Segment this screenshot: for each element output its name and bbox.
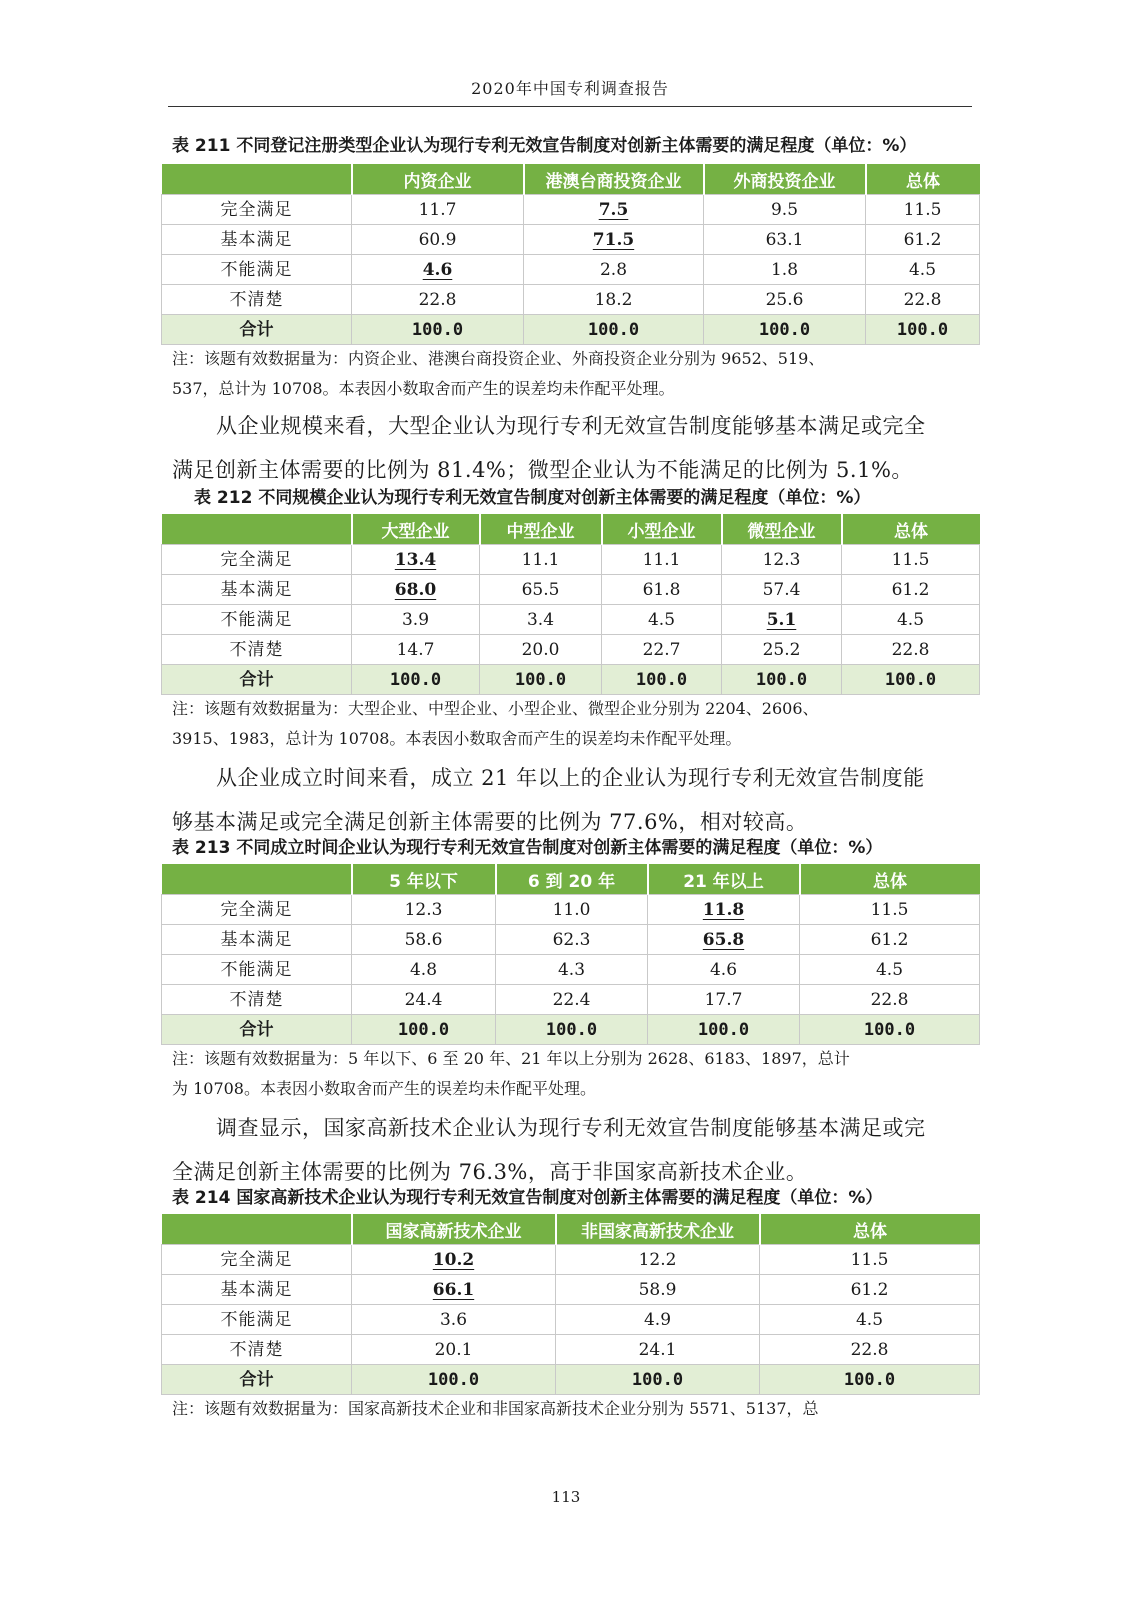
- table-row: [162, 1245, 980, 1275]
- table-cell: 61.8: [602, 575, 722, 605]
- note-line: 注：该题有效数据量为：5 年以下、6 至 20 年、21 年以上分别为 2628、6183、1897，总计: [172, 1049, 850, 1068]
- row-label: 基本满足: [162, 575, 352, 605]
- paragraph-hightech: [172, 1106, 972, 1194]
- total-label: 合计: [162, 1365, 352, 1395]
- table-row: [162, 955, 980, 985]
- paragraph-line: 够基本满足或完全满足创新主体需要的比例为 77.6%，相对较高。: [172, 810, 808, 834]
- table-cell: 100.0: [602, 665, 722, 695]
- paragraph-line: [172, 756, 972, 800]
- table-cell: 100.0: [352, 1015, 496, 1045]
- table-cell-highlight: 13.4: [352, 545, 480, 575]
- table-cell: 2.8: [524, 255, 704, 285]
- row-label: 基本满足: [162, 225, 352, 255]
- row-label: 不能满足: [162, 955, 352, 985]
- table-row: [162, 985, 980, 1015]
- row-label: 不清楚: [162, 635, 352, 665]
- table-cell-highlight: 68.0: [352, 575, 480, 605]
- table-cell: 100.0: [800, 1015, 980, 1045]
- table-row: [162, 1275, 980, 1305]
- table-cell: 4.3: [496, 955, 648, 985]
- row-label: 基本满足: [162, 1275, 352, 1305]
- table-header-row: [162, 1214, 980, 1245]
- table-row: [162, 255, 980, 285]
- table-cell: 57.4: [722, 575, 842, 605]
- table-cell: 61.2: [842, 575, 980, 605]
- table-211-note: [172, 344, 972, 404]
- total-label: 合计: [162, 315, 352, 345]
- row-label: 不能满足: [162, 255, 352, 285]
- table-cell-highlight: 7.5: [524, 195, 704, 225]
- table-cell: 12.3: [352, 895, 496, 925]
- table-cell: 14.7: [352, 635, 480, 665]
- table-cell: 11.7: [352, 195, 524, 225]
- table-cell: 20.0: [480, 635, 602, 665]
- table-cell-highlight: 5.1: [722, 605, 842, 635]
- table-cell: 100.0: [704, 315, 866, 345]
- table-cell: 3.9: [352, 605, 480, 635]
- table-cell: 61.2: [800, 925, 980, 955]
- column-header: [162, 514, 352, 545]
- table-cell: 4.5: [760, 1305, 980, 1335]
- table-cell: 100.0: [760, 1365, 980, 1395]
- table-cell: 12.3: [722, 545, 842, 575]
- table-214-caption: 表 214 国家高新技术企业认为现行专利无效宣告制度对创新主体需要的满足程度（单位：%）: [172, 1188, 883, 1208]
- column-header: 总体: [760, 1214, 980, 1245]
- table-cell: 24.4: [352, 985, 496, 1015]
- column-header: 6 到 20 年: [496, 864, 648, 895]
- column-header: [162, 864, 352, 895]
- paragraph-line: 满足创新主体需要的比例为 81.4%；微型企业认为不能满足的比例为 5.1%。: [172, 458, 913, 482]
- table-cell: 100.0: [648, 1015, 800, 1045]
- row-label: 完全满足: [162, 1245, 352, 1275]
- table-cell: 62.3: [496, 925, 648, 955]
- table-cell: 100.0: [496, 1015, 648, 1045]
- row-label: 基本满足: [162, 925, 352, 955]
- paragraph-text: 调查显示，国家高新技术企业认为现行专利无效宣告制度能够基本满足或完: [216, 1116, 926, 1140]
- note-line: 注：该题有效数据量为：大型企业、中型企业、小型企业、微型企业分别为 2204、2606、: [172, 699, 819, 718]
- table-cell: 3.4: [480, 605, 602, 635]
- table-cell: 20.1: [352, 1335, 556, 1365]
- table-row: [162, 1335, 980, 1365]
- table-cell: 100.0: [352, 1365, 556, 1395]
- paragraph-line: [172, 404, 972, 448]
- row-label: 不清楚: [162, 285, 352, 315]
- table-row: [162, 895, 980, 925]
- column-header: [162, 1214, 352, 1245]
- table-cell: 61.2: [760, 1275, 980, 1305]
- table-cell: 63.1: [704, 225, 866, 255]
- total-label: 合计: [162, 665, 352, 695]
- paragraph-line: [172, 1106, 972, 1150]
- table-cell: 22.8: [842, 635, 980, 665]
- table-total-row: [162, 1015, 980, 1045]
- table-211: [161, 164, 980, 345]
- paragraph-text: 从企业成立时间来看，成立 21 年以上的企业认为现行专利无效宣告制度能: [216, 766, 925, 790]
- table-cell: 58.9: [556, 1275, 760, 1305]
- table-cell: 22.8: [760, 1335, 980, 1365]
- table-total-row: [162, 1365, 980, 1395]
- table-cell: 22.4: [496, 985, 648, 1015]
- table-cell-highlight: 11.8: [648, 895, 800, 925]
- table-cell: 11.5: [866, 195, 980, 225]
- note-line: 注：该题有效数据量为：国家高新技术企业和非国家高新技术企业分别为 5571、5137，总: [172, 1399, 819, 1418]
- table-cell: 100.0: [722, 665, 842, 695]
- table-cell: 11.5: [760, 1245, 980, 1275]
- table-cell: 58.6: [352, 925, 496, 955]
- table-cell: 9.5: [704, 195, 866, 225]
- column-header: 总体: [842, 514, 980, 545]
- table-cell: 3.6: [352, 1305, 556, 1335]
- table-cell: 22.8: [800, 985, 980, 1015]
- table-cell-highlight: 71.5: [524, 225, 704, 255]
- column-header: 大型企业: [352, 514, 480, 545]
- row-label: 完全满足: [162, 895, 352, 925]
- row-label: 不清楚: [162, 985, 352, 1015]
- table-cell-highlight: 10.2: [352, 1245, 556, 1275]
- table-cell: 24.1: [556, 1335, 760, 1365]
- paragraph-age: [172, 756, 972, 844]
- table-212: [161, 514, 980, 695]
- table-cell: 65.5: [480, 575, 602, 605]
- table-214: [161, 1214, 980, 1395]
- table-cell: 18.2: [524, 285, 704, 315]
- table-cell: 60.9: [352, 225, 524, 255]
- row-label: 不清楚: [162, 1335, 352, 1365]
- paragraph-scale: [172, 404, 972, 492]
- table-cell: 100.0: [480, 665, 602, 695]
- column-header: 内资企业: [352, 164, 524, 195]
- table-row: [162, 605, 980, 635]
- table-cell: 4.6: [648, 955, 800, 985]
- table-211-caption: 表 211 不同登记注册类型企业认为现行专利无效宣告制度对创新主体需要的满足程度（单位：%）: [172, 136, 917, 156]
- table-cell: 11.5: [800, 895, 980, 925]
- table-cell: 12.2: [556, 1245, 760, 1275]
- column-header: 港澳台商投资企业: [524, 164, 704, 195]
- total-label: 合计: [162, 1015, 352, 1045]
- table-cell: 11.1: [602, 545, 722, 575]
- page-header: [168, 76, 972, 107]
- table-cell: 100.0: [866, 315, 980, 345]
- note-line: 537，总计为 10708。本表因小数取舍而产生的误差均未作配平处理。: [172, 379, 675, 398]
- table-213-note: [172, 1044, 972, 1104]
- table-row: [162, 925, 980, 955]
- table-cell: 61.2: [866, 225, 980, 255]
- table-header-row: [162, 864, 980, 895]
- column-header: 小型企业: [602, 514, 722, 545]
- table-cell: 22.7: [602, 635, 722, 665]
- table-cell: 11.0: [496, 895, 648, 925]
- table-row: [162, 195, 980, 225]
- table-cell: 4.5: [866, 255, 980, 285]
- table-row: [162, 285, 980, 315]
- table-cell: 22.8: [352, 285, 524, 315]
- header-title: 2020年中国专利调查报告: [471, 79, 669, 98]
- table-row: [162, 225, 980, 255]
- table-cell: 22.8: [866, 285, 980, 315]
- table-cell: 4.5: [602, 605, 722, 635]
- column-header: 非国家高新技术企业: [556, 1214, 760, 1245]
- column-header: 微型企业: [722, 514, 842, 545]
- table-cell: 4.8: [352, 955, 496, 985]
- table-cell: 25.6: [704, 285, 866, 315]
- table-cell-highlight: 66.1: [352, 1275, 556, 1305]
- table-cell-highlight: 65.8: [648, 925, 800, 955]
- page-number: 113: [551, 1488, 581, 1506]
- note-line: 为 10708。本表因小数取舍而产生的误差均未作配平处理。: [172, 1079, 596, 1098]
- row-label: 完全满足: [162, 545, 352, 575]
- table-cell: 11.1: [480, 545, 602, 575]
- column-header: 5 年以下: [352, 864, 496, 895]
- column-header: 中型企业: [480, 514, 602, 545]
- column-header: 国家高新技术企业: [352, 1214, 556, 1245]
- table-cell: 100.0: [352, 315, 524, 345]
- table-header-row: [162, 164, 980, 195]
- table-cell: 100.0: [842, 665, 980, 695]
- table-214-note: [172, 1394, 972, 1424]
- table-header-row: [162, 514, 980, 545]
- table-cell: 1.8: [704, 255, 866, 285]
- row-label: 不能满足: [162, 605, 352, 635]
- table-row: [162, 545, 980, 575]
- table-row: [162, 575, 980, 605]
- table-cell: 11.5: [842, 545, 980, 575]
- column-header: 总体: [800, 864, 980, 895]
- table-cell: 100.0: [352, 665, 480, 695]
- table-213-caption: 表 213 不同成立时间企业认为现行专利无效宣告制度对创新主体需要的满足程度（单位：%）: [172, 838, 883, 858]
- table-row: [162, 635, 980, 665]
- table-cell: 4.5: [800, 955, 980, 985]
- row-label: 完全满足: [162, 195, 352, 225]
- table-213: [161, 864, 980, 1045]
- table-cell: 4.9: [556, 1305, 760, 1335]
- column-header: 总体: [866, 164, 980, 195]
- paragraph-line: 全满足创新主体需要的比例为 76.3%，高于非国家高新技术企业。: [172, 1160, 808, 1184]
- note-line: 3915、1983，总计为 10708。本表因小数取舍而产生的误差均未作配平处理。: [172, 729, 742, 748]
- table-total-row: [162, 315, 980, 345]
- column-header: [162, 164, 352, 195]
- column-header: 外商投资企业: [704, 164, 866, 195]
- table-cell: 4.5: [842, 605, 980, 635]
- table-cell: 100.0: [556, 1365, 760, 1395]
- table-cell: 100.0: [524, 315, 704, 345]
- table-212-note: [172, 694, 972, 754]
- table-212-caption: 表 212 不同规模企业认为现行专利无效宣告制度对创新主体需要的满足程度（单位：%）: [194, 488, 871, 508]
- table-cell-highlight: 4.6: [352, 255, 524, 285]
- paragraph-text: 从企业规模来看，大型企业认为现行专利无效宣告制度能够基本满足或完全: [216, 414, 926, 438]
- note-line: 注：该题有效数据量为：内资企业、港澳台商投资企业、外商投资企业分别为 9652、519、: [172, 349, 825, 368]
- table-row: [162, 1305, 980, 1335]
- table-cell: 17.7: [648, 985, 800, 1015]
- table-cell: 25.2: [722, 635, 842, 665]
- column-header: 21 年以上: [648, 864, 800, 895]
- table-total-row: [162, 665, 980, 695]
- row-label: 不能满足: [162, 1305, 352, 1335]
